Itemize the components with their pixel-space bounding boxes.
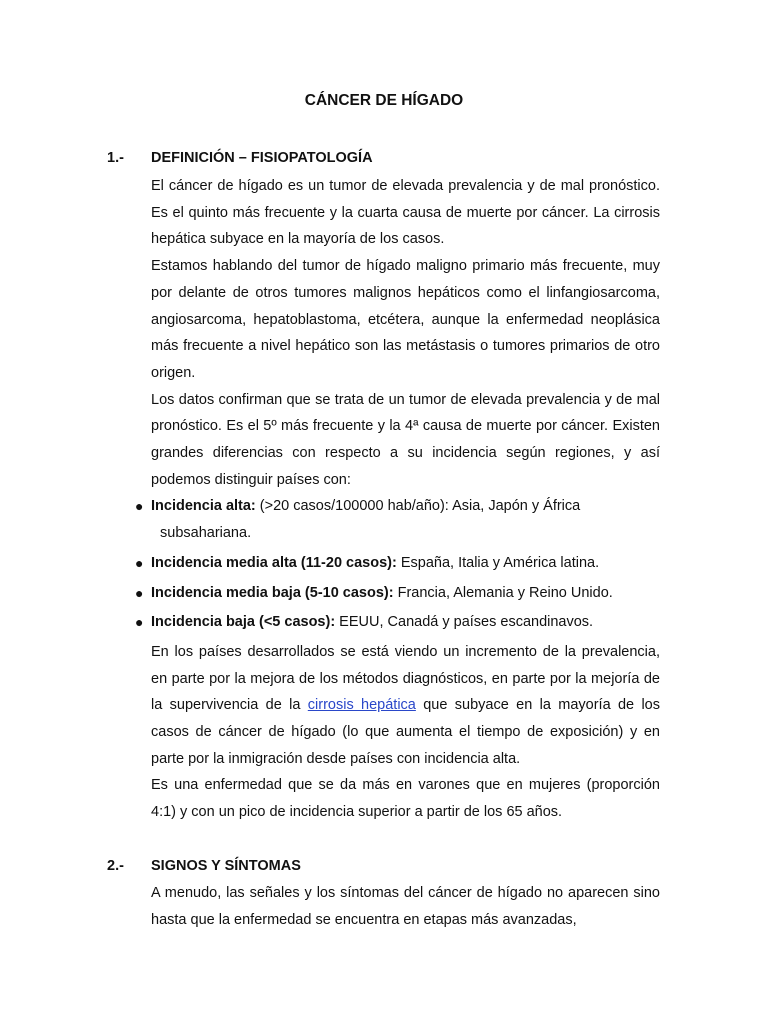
paragraph: Estamos hablando del tumor de hígado maligno primario más frecuente, muy por delante de otros tumores malignos hepáticos como el linfangiosarcoma, angiosarcoma, hepatoblastoma, etcétera, aunque la enfermedad neoplásica más frecuente a nivel hepático son las metástasis o tumores primarios de otro origen. (151, 258, 660, 381)
paragraph (151, 639, 660, 773)
list-item (135, 550, 660, 577)
list-item-text: EEUU, Canadá y países escandinavos. (335, 614, 594, 631)
list-item-label: Incidencia media baja (5-10 casos): (151, 584, 394, 601)
bullet-icon: ● (135, 614, 144, 631)
list-item (135, 580, 660, 607)
section-title: DEFINICIÓN – FISIOPATOLOGÍA (151, 150, 373, 166)
section-title: SIGNOS Y SÍNTOMAS (151, 858, 301, 874)
document-title: CÁNCER DE HÍGADO (304, 92, 464, 109)
incidence-list (135, 493, 660, 636)
paragraph: Es una enfermedad que se da más en varones que en mujeres (proporción 4:1) y con un pico de incidencia superior a partir de los 65 años. (151, 777, 660, 821)
section-number: 1.- (107, 150, 124, 166)
paragraph: Los datos confirman que se trata de un tumor de elevada prevalencia y de mal pronóstico. Es el 5º más frecuente y la 4ª causa de muerte por cáncer. Existen grandes diferencias con respecto a su incidencia según regiones, y así podemos distinguir países con: (151, 391, 660, 488)
list-item-label: Incidencia media alta (11-20 casos): (151, 554, 397, 571)
paragraph: A menudo, las señales y los síntomas del cáncer de hígado no aparecen sino hasta que la enfermedad se encuentra en etapas más avanzadas, (151, 885, 660, 928)
section-body-2 (151, 880, 660, 933)
list-item-text: España, Italia y América latina. (396, 554, 600, 571)
bullet-icon: ● (135, 554, 144, 571)
list-item (135, 493, 660, 546)
section-body-1 (135, 173, 661, 826)
bullet-icon: ● (135, 498, 144, 515)
list-item-text: (>20 casos/100000 hab/año): Asia, Japón y África (255, 498, 581, 515)
list-item-label: Incidencia alta: (151, 498, 256, 515)
list-item-text: Francia, Alemania y Reino Unido. (393, 584, 613, 601)
bullet-icon: ● (135, 584, 144, 601)
paragraph-text: En los países desarrollados se está viendo un incremento de la prevalencia, en parte por la mejora de los métodos diagnósticos, en parte por la mejoría de la supervivencia de la (151, 643, 660, 714)
list-item (135, 609, 660, 636)
cirrosis-hepatica-link[interactable]: cirrosis hepática (307, 697, 416, 714)
list-item-label: Incidencia baja (<5 casos): (151, 614, 336, 631)
section-number: 2.- (107, 858, 124, 874)
list-item-continuation: subsahariana. (160, 525, 252, 542)
paragraph: El cáncer de hígado es un tumor de elevada prevalencia y de mal pronóstico. Es el quinto más frecuente y la cuarta causa de muerte por cáncer. La cirrosis hepática subyace en la mayoría de los casos. (151, 178, 660, 248)
paragraph-text: que subyace en la mayoría de los casos de cáncer de hígado (lo que aumenta el tiempo de exposición) y en parte por la inmigración desde países con incidencia alta. (151, 697, 661, 767)
